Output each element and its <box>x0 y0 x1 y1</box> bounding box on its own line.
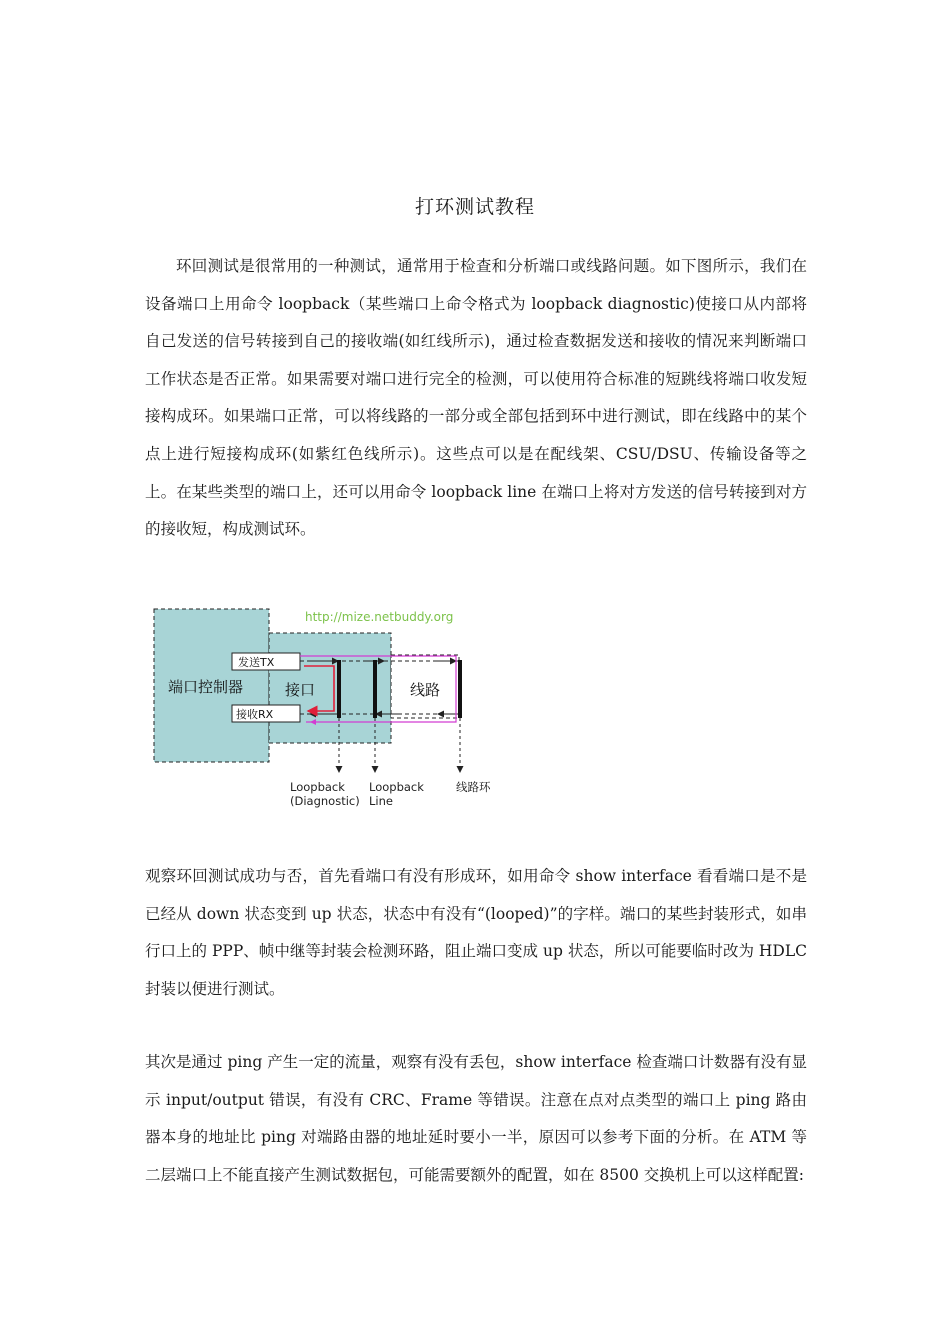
loop-label-line-2: Line <box>369 794 393 808</box>
tx-label: 发送TX <box>238 656 275 669</box>
interface-label: 接口 <box>285 681 316 699</box>
watermark-url: http://mize.netbuddy.org <box>305 610 454 624</box>
paragraph-intro: 环回测试是很常用的一种测试，通常用于检查和分析端口或线路问题。如下图所示，我们在设备端口上用命令 loopback（某些端口上命令格式为 loopback diagnostic)使接口从内部将自己发送的信号转接到自己的接收端(如红线所示)，通过检查数据发送和接收的情况来判断端口工作状态是否正常。如果需要对端口进行完全的检测，可以使用符合标准的短跳线将端口收发短接构成环。如果端口正常，可以将线路的一部分或全部包括到环中进行测试，即在线路中的某个点上进行短接构成环(如紫红色线所示)。这些点可以是在配线架、CSU/DSU、传输设备等之上。在某些类型的端口上，还可以用命令 loopback line 在端口上将对方发送的信号转接到对方的接收短，构成测试环。 <box>145 257 807 539</box>
page-title: 打环测试教程 <box>414 196 535 218</box>
loopback-diagram <box>148 600 508 815</box>
line-label: 线路 <box>410 681 441 699</box>
port-controller-label: 端口控制器 <box>168 678 244 696</box>
loop-label-line-loop: 线路环 <box>456 780 491 794</box>
rx-label: 接收RX <box>236 708 274 721</box>
loopback-diagnostic-bar <box>337 660 341 718</box>
loop-label-diagnostic-2: (Diagnostic) <box>290 794 360 808</box>
paragraph-ping: 其次是通过 ping 产生一定的流量，观察有没有丢包，show interface 检查端口计数器有没有显示 input/output 错误，有没有 CRC、Frame 等错误。注意在点对点类型的端口上 ping 路由器本身的地址比 ping 对端路由器的地址延时要小一半，原因可以参考下面的分析。在 ATM 等二层端口上不能直接产生测试数据包，可能需要额外的配置，如在 8500 交换机上可以这样配置: <box>145 1053 807 1184</box>
line-loop-bar <box>458 660 462 718</box>
loopback-line-bar <box>373 660 377 718</box>
loop-label-diagnostic-1: Loopback <box>290 780 345 794</box>
paragraph-observe: 观察环回测试成功与否，首先看端口有没有形成环，如用命令 show interface 看看端口是不是已经从 down 状态变到 up 状态，状态中有没有“(looped)”的字样。端口的某些封装形式，如串行口上的 PPP、帧中继等封装会检测环路，阻止端口变成 up 状态，所以可能要临时改为 HDLC 封装以便进行测试。 <box>145 867 808 998</box>
loop-label-line-1: Loopback <box>369 780 424 794</box>
